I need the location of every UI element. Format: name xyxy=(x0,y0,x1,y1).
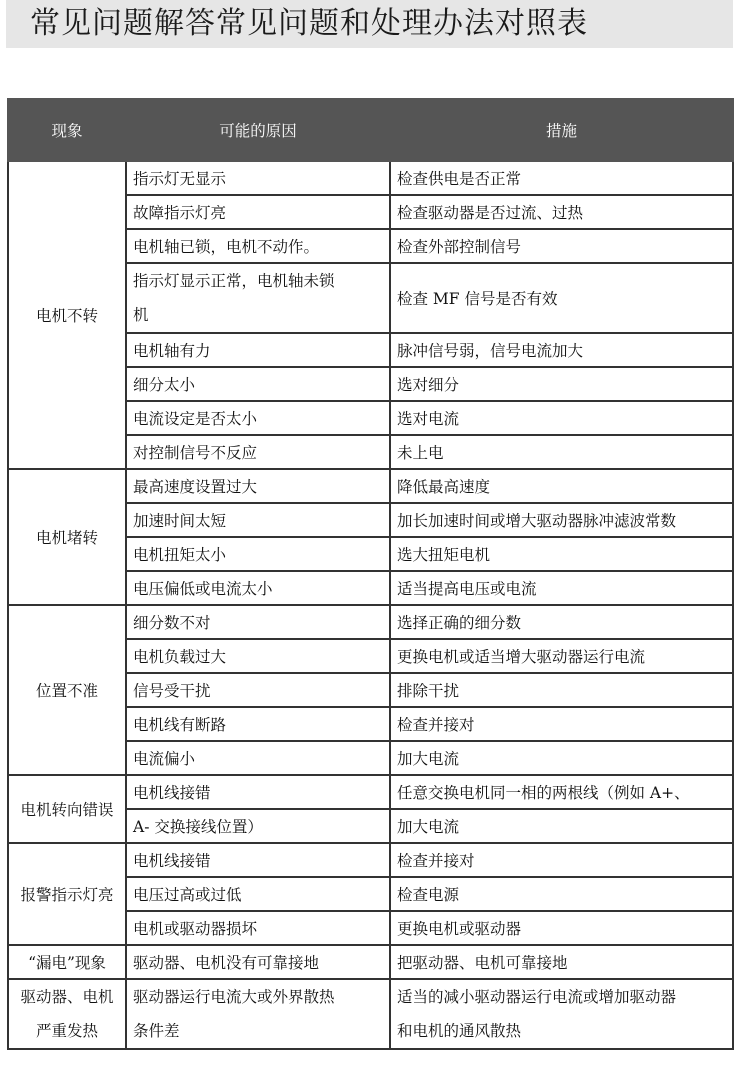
cause-cell: 故障指示灯亮 xyxy=(126,195,390,229)
measure-cell: 检查外部控制信号 xyxy=(390,229,733,263)
cause-cell: A- 交换接线位置） xyxy=(126,809,390,843)
cause-cell: 加速时间太短 xyxy=(126,503,390,537)
measure-cell: 更换电机或适当增大驱动器运行电流 xyxy=(390,639,733,673)
cause-cell: 电压偏低或电流太小 xyxy=(126,571,390,605)
cause-line: 条件差 xyxy=(133,1022,180,1040)
cause-cell: 电机轴已锁，电机不动作。 xyxy=(126,229,390,263)
measure-cell: 把驱动器、电机可靠接地 xyxy=(390,945,733,979)
table-row xyxy=(8,161,733,195)
phenomenon-cell: 电机转向错误 xyxy=(8,775,126,843)
measure-cell: 适当提高电压或电流 xyxy=(390,571,733,605)
page-title: 常见问题解答常见问题和处理办法对照表 xyxy=(30,6,588,41)
cause-cell: 电流偏小 xyxy=(126,741,390,775)
measure-line: 和电机的通风散热 xyxy=(397,1022,522,1040)
measure-cell: 检查电源 xyxy=(390,877,733,911)
cause-cell: 电流设定是否太小 xyxy=(126,401,390,435)
measure-cell: 检查供电是否正常 xyxy=(390,161,733,195)
cause-cell: 电机或驱动器损坏 xyxy=(126,911,390,945)
header-measure: 措施 xyxy=(390,99,733,161)
header-row xyxy=(8,99,733,161)
measure-cell: 加大电流 xyxy=(390,809,733,843)
measure-cell: 选对电流 xyxy=(390,401,733,435)
cause-line: 机 xyxy=(133,306,149,324)
measure-cell: 选对细分 xyxy=(390,367,733,401)
phenomenon-line: 驱动器、电机 xyxy=(20,988,114,1006)
phenomenon-cell: 电机不转 xyxy=(8,161,126,469)
table-row xyxy=(8,843,733,877)
measure-cell: 选择正确的细分数 xyxy=(390,605,733,639)
phenomenon-cell: 报警指示灯亮 xyxy=(8,843,126,945)
measure-cell: 降低最高速度 xyxy=(390,469,733,503)
cause-cell: 电压过高或过低 xyxy=(126,877,390,911)
table-row xyxy=(8,605,733,639)
measure-cell: 检查 MF 信号是否有效 xyxy=(390,263,733,333)
measure-cell xyxy=(390,979,733,1049)
cause-cell: 指示灯无显示 xyxy=(126,161,390,195)
cause-cell: 细分数不对 xyxy=(126,605,390,639)
cause-cell: 电机轴有力 xyxy=(126,333,390,367)
measure-cell: 任意交换电机同一相的两根线（例如 A+、 xyxy=(390,775,733,809)
measure-cell: 检查并接对 xyxy=(390,843,733,877)
phenomenon-cell xyxy=(8,979,126,1049)
measure-cell: 加大电流 xyxy=(390,741,733,775)
measure-cell: 选大扭矩电机 xyxy=(390,537,733,571)
phenomenon-cell: “漏电”现象 xyxy=(8,945,126,979)
cause-cell xyxy=(126,263,390,333)
table-row xyxy=(8,469,733,503)
measure-cell: 加长加速时间或增大驱动器脉冲滤波常数 xyxy=(390,503,733,537)
header-phenomenon: 现象 xyxy=(8,99,126,161)
cause-cell: 电机负载过大 xyxy=(126,639,390,673)
cause-cell: 电机扭矩太小 xyxy=(126,537,390,571)
measure-cell: 未上电 xyxy=(390,435,733,469)
cause-cell: 信号受干扰 xyxy=(126,673,390,707)
measure-cell: 更换电机或驱动器 xyxy=(390,911,733,945)
cause-cell: 对控制信号不反应 xyxy=(126,435,390,469)
phenomenon-cell: 位置不准 xyxy=(8,605,126,775)
measure-cell: 检查并接对 xyxy=(390,707,733,741)
cause-cell: 最高速度设置过大 xyxy=(126,469,390,503)
table-row xyxy=(8,979,733,1049)
measure-cell: 排除干扰 xyxy=(390,673,733,707)
cause-cell: 电机线接错 xyxy=(126,775,390,809)
cause-cell: 电机线接错 xyxy=(126,843,390,877)
cause-cell: 电机线有断路 xyxy=(126,707,390,741)
measure-line: 适当的减小驱动器运行电流或增加驱动器 xyxy=(397,988,677,1006)
cause-cell: 驱动器、电机没有可靠接地 xyxy=(126,945,390,979)
cause-cell xyxy=(126,979,390,1049)
measure-cell: 检查驱动器是否过流、过热 xyxy=(390,195,733,229)
cause-line: 指示灯显示正常，电机轴未锁 xyxy=(133,272,335,290)
measure-cell: 脉冲信号弱，信号电流加大 xyxy=(390,333,733,367)
cause-cell: 细分太小 xyxy=(126,367,390,401)
phenomenon-cell: 电机堵转 xyxy=(8,469,126,605)
table-row xyxy=(8,775,733,809)
table-row xyxy=(8,945,733,979)
faq-table xyxy=(7,98,734,1050)
cause-line: 驱动器运行电流大或外界散热 xyxy=(133,988,335,1006)
header-cause: 可能的原因 xyxy=(126,99,390,161)
title-bar xyxy=(6,0,733,48)
phenomenon-line: 严重发热 xyxy=(35,1022,98,1040)
